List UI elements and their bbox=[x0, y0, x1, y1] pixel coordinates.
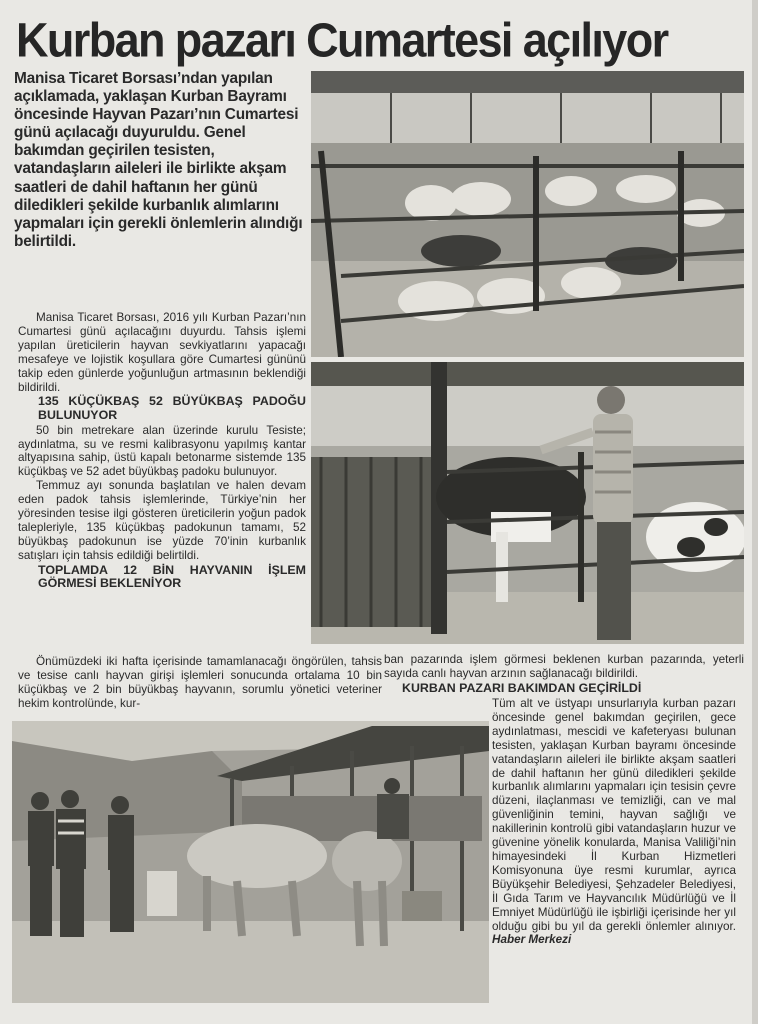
subheading-paddocks: 135 KÜÇÜKBAŞ 52 BÜYÜKBAŞ PADOĞU BULUNUYOR bbox=[38, 394, 306, 423]
article-column-right bbox=[492, 697, 736, 947]
body-paragraph-4a: Önümüzdeki iki hafta içerisinde tamamlanacağı öngörülen, tahsis ve tesise canlı hayvan girişi işlemleri sonucunda ortalama 10 bin küçükbaş ve 2 bin büyükbaş hayvanın, sorumlu yönetici veteriner hekim kontrolünde, kur- bbox=[18, 655, 382, 710]
subheading-12000-animals: TOPLAMDA 12 BİN HAYVANIN İŞLEM GÖRMESİ BEKLENİYOR bbox=[38, 562, 306, 591]
subheading-maintenance: KURBAN PAZARI BAKIMDAN GEÇİRİLDİ bbox=[402, 680, 642, 695]
body-paragraph-5 bbox=[492, 697, 736, 947]
byline: Haber Merkezi bbox=[492, 933, 572, 947]
body-paragraph-2: 50 bin metrekare alan üzerinde kurulu Tesiste; aydınlatma, su ve resmi kalibrasyonu yapılmış kantar altyapısına sahip, üstü kapalı betonarme sistemde 135 küçükbaş ve 52 adet büyükbaş padoku bulunuyor. bbox=[18, 423, 306, 479]
page-edge bbox=[752, 0, 758, 1024]
article-continuation-right bbox=[384, 653, 744, 696]
photo-people-and-cattle bbox=[12, 721, 489, 1003]
body-paragraph-5-text: Tüm alt ve üstyapı unsurlarıyla kurban pazarı öncesinde genel bakımdan geçirilen, gece aydınlatması, mescidi ve kafeteryası bulunan tesisten, yaklaşan Kurban bayramı öncesinde vatandaşların aileleri ile birlikte akşam saatleri de dahil haftanın her günü diledikleri şekilde kurbanlık alımlarını yapmaları için tesisin çevre düzeni, ilaçlanması ve temizliği, can ve mal güvenliğinin temini, hayvan sağlığı ve nakillerinin kontrolü gibi vatandaşların huzur ve güvenine yönelik konularda, Manisa Valiliği’nin himayesindeki İl Kurban Hizmetleri Komisyonuna üye resmi kurumlar, ayrıca Büyükşehir Belediyesi, Şehzadeler Belediyesi, İl Gıda Tarım ve Hayvancılık Müdürlüğü ve İl Emniyet Müdürlüğü ile işbirliği içerisinde her yıl olduğu gibi bu yıl da gerekli önlemler alınıyor. bbox=[492, 697, 736, 933]
headline: Kurban pazarı Cumartesi açılıyor bbox=[16, 12, 668, 68]
photo-man-with-cattle bbox=[311, 362, 744, 644]
lead-paragraph: Manisa Ticaret Borsası’ndan yapılan açıklamada, yaklaşan Kurban Bayramı öncesinde Hayvan Pazarı’nın Cumartesi günü açılacağı duyuruldu. Genel bakımdan geçirilen tesisten, vatandaşların aileleri ile birlikte akşam saatleri de dahil haftanın her günü diledikleri şekilde kurbanlık alımlarını yapmaları için gerekli önlemlerin alındığı belirtildi. bbox=[14, 70, 303, 250]
article-column-left bbox=[18, 311, 306, 592]
body-paragraph-3: Temmuz ayı sonunda başlatılan ve halen devam eden padok tahsis işlemlerinde, Türkiye’nin her yöresinden tesise ilgi gösteren üreticilerin yoğun padok talepleriyle, 135 küçükbaş padokunun tamamı, 52 büyükbaş padokunun ise yüzde 70’inin kurbanlık satışları için tahsis edildiği belirtildi. bbox=[18, 479, 306, 562]
article-continuation-left bbox=[18, 655, 382, 711]
photo-sheep-pens bbox=[311, 71, 744, 357]
body-paragraph-4b: ban pazarında işlem görmesi beklenen kurban pazarında, yeterli sayıda canlı hayvan arzının sağlanacağı bildirildi. bbox=[384, 653, 744, 680]
body-paragraph-1: Manisa Ticaret Borsası, 2016 yılı Kurban Pazarı’nın Cumartesi günü açılacağını duyurdu. Tahsis işlemi yapılan üreticilerin hayvan sevkiyatlarını yapacağı mesafeye ve lojistik koşullara göre Cumartesi gününü takip eden günlerde yoğunluğun artmasının beklendiği bildirildi. bbox=[18, 311, 306, 394]
